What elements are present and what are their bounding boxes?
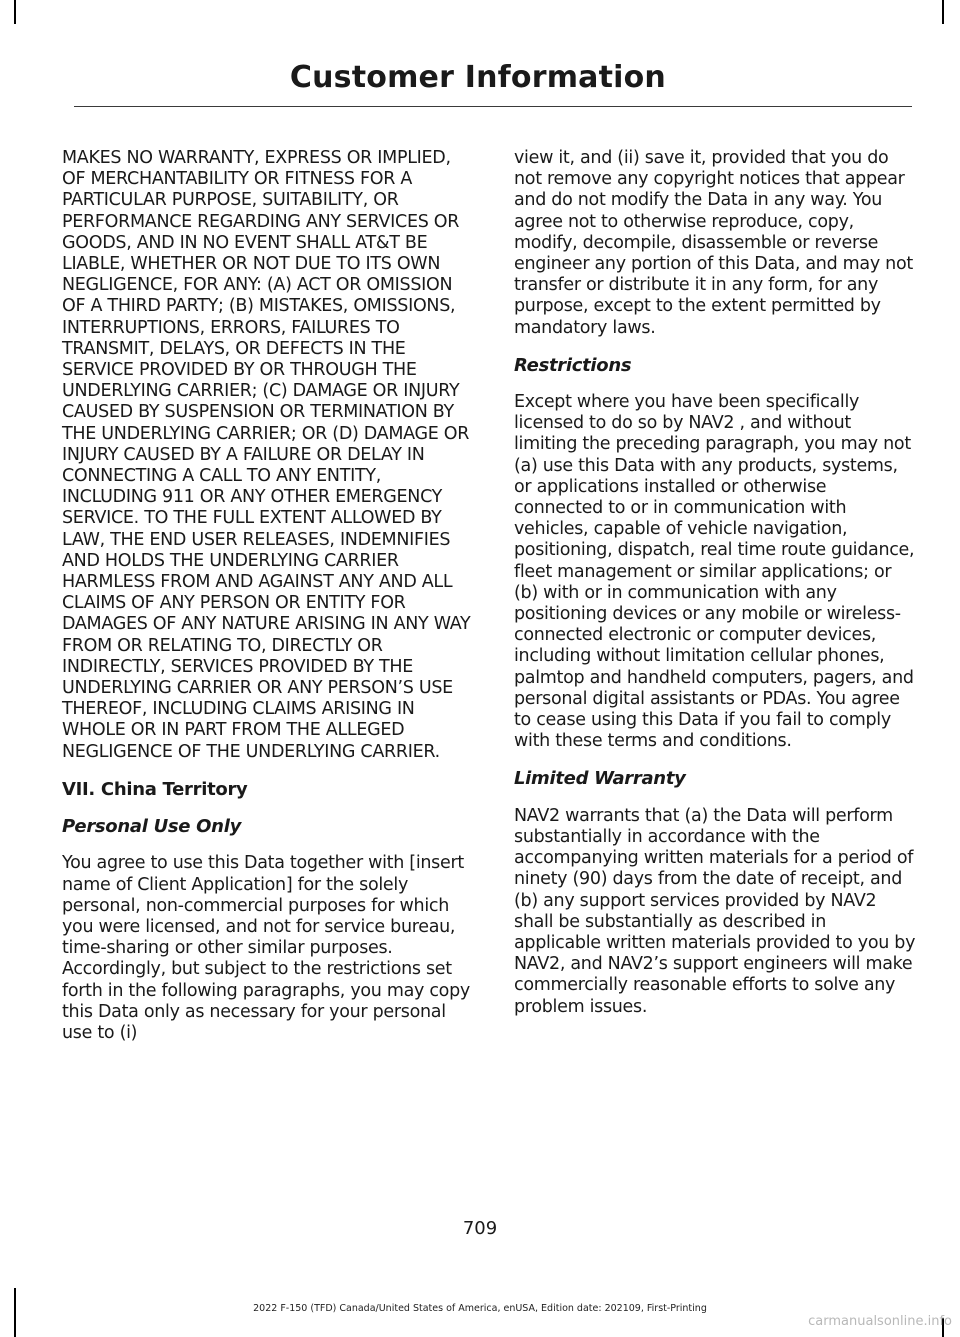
- watermark-text: carmanualsonline.info: [808, 1314, 952, 1329]
- continuation-paragraph: view it, and (ii) save it, provided that you do not remove any copyright notices that appear and do not modify the Data in any way. You agree not to otherwise reproduce, copy, modify, decompile, disassemble or reverse engineer any portion of this Data, and may not transfer or distribute it in any form, for any purpose, except to the extent permitted by mandatory laws.: [514, 148, 913, 338]
- footer-edition-info: 2022 F-150 (TFD) Canada/United States of America, enUSA, Edition date: 202109, First-Printing: [253, 1303, 707, 1314]
- left-column: [62, 148, 474, 1060]
- subheading-restrictions: Restrictions: [514, 354, 632, 376]
- personal-use-paragraph: You agree to use this Data together with [insert name of Client Application] for the solely personal, non-commercial purposes for which you were licensed, and not for service bureau, time-sharing or other similar purposes. Accordingly, but subject to the restrictions set forth in the following paragraphs, you may copy this Data only as necessary for your personal use to (i): [62, 853, 470, 1043]
- limited-warranty-paragraph: NAV2 warrants that (a) the Data will perform substantially in accordance with the accompanying written materials for a period of ninety (90) days from the date of receipt, and (b) any support services provided by NAV2 shall be substantially as described in applicable written materials provided to you by NAV2, and NAV2’s support engineers will make commercially reasonable efforts to solve any problem issues.: [514, 805, 916, 1017]
- subheading-limited-warranty: Limited Warranty: [514, 768, 686, 790]
- page-number: 709: [462, 1218, 498, 1239]
- subheading-personal-use-only: Personal Use Only: [62, 816, 241, 838]
- page-title: Customer Information: [289, 60, 666, 95]
- crop-mark-top-left: [14, 0, 16, 24]
- section-heading-china-territory: VII. China Territory: [62, 778, 248, 800]
- header-divider: [74, 106, 912, 107]
- right-column: [514, 148, 918, 1034]
- crop-mark-top-right: [942, 0, 944, 24]
- restrictions-paragraph: Except where you have been specifically licensed to do so by NAV2 , and without limiting the preceding paragraph, you may not (a) use this Data with any products, systems, or applications installed or otherwise connected to or in communication with vehicles, capable of vehicle navigation, positioning, dispatch, real time route guidance, fleet management or similar applications; or (b) with or in communication with any positioning devices or any mobile or wireless-connected electronic or computer devices, including without limitation cellular phones, palmtop and handheld computers, pagers, and personal digital assistants or PDAs. You agree to cease using this Data if you fail to comply with these terms and conditions.: [514, 392, 915, 752]
- warranty-disclaimer-paragraph: MAKES NO WARRANTY, EXPRESS OR IMPLIED, OF MERCHANTABILITY OR FITNESS FOR A PARTICULAR PURPOSE, SUITABILITY, OR PERFORMANCE REGARDING ANY SERVICES OR GOODS, AND IN NO EVENT SHALL AT&T BE LIABLE, WHETHER OR NOT DUE TO ITS OWN NEGLIGENCE, FOR ANY: (A) ACT OR OMISSION OF A THIRD PARTY; (B) MISTAKES, OMISSIONS, INTERRUPTIONS, ERRORS, FAILURES TO TRANSMIT, DELAYS, OR DEFECTS IN THE SERVICE PROVIDED BY OR THROUGH THE UNDERLYING CARRIER; (C) DAMAGE OR INJURY CAUSED BY SUSPENSION OR TERMINATION BY THE UNDERLYING CARRIER; OR (D) DAMAGE OR INJURY CAUSED BY A FAILURE OR DELAY IN CONNECTING A CALL TO ANY ENTITY, INCLUDING 911 OR ANY OTHER EMERGENCY SERVICE. TO THE FULL EXTENT ALLOWED BY LAW, THE END USER RELEASES, INDEMNIFIES AND HOLDS THE UNDERLYING CARRIER HARMLESS FROM AND AGAINST ANY AND ALL CLAIMS OF ANY PERSON OR ENTITY FOR DAMAGES OF ANY NATURE ARISING IN ANY WAY FROM OR RELATING TO, DIRECTLY OR INDIRECTLY, SERVICES PROVIDED BY THE UNDERLYING CARRIER OR ANY PERSON’S USE THEREOF, INCLUDING CLAIMS ARISING IN WHOLE OR IN PART FROM THE ALLEGED NEGLIGENCE OF THE UNDERLYING CARRIER.: [62, 148, 471, 762]
